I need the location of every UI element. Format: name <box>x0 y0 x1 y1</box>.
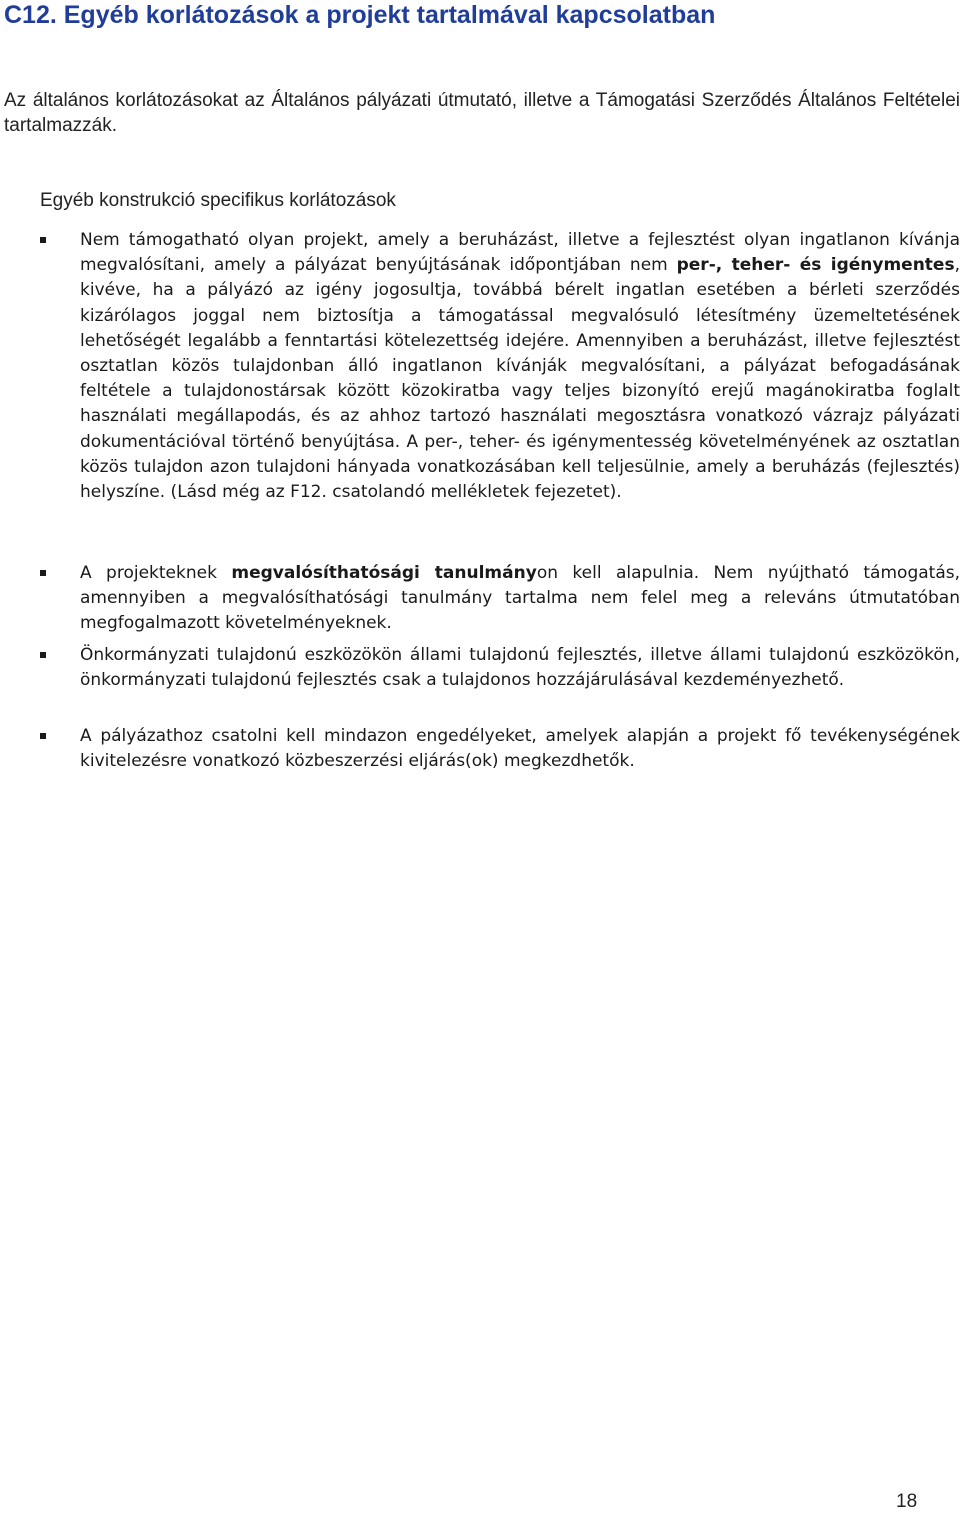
intro-paragraph: Az általános korlátozásokat az Általános pályázati útmutató, illetve a Támogatási Szerződés Általános Feltételei tartalmazzák. <box>4 90 960 136</box>
list-item <box>80 228 960 505</box>
list-item <box>80 561 960 637</box>
item-text-part: Nem támogatható olyan projekt, amely a beruházást, illetve a fejlesztést olyan ingatlanon kívánja megvalósítani, amely a pályázat benyújtásának időpontjában nem <box>80 230 960 276</box>
item-bold-text: megvalósíthatósági tanulmány <box>231 563 537 583</box>
bullet-marker <box>40 570 46 576</box>
bullet-marker <box>40 237 46 243</box>
item-text-part: , kivéve, ha a pályázó az igény jogosultja, továbbá bérelt ingatlan esetében a bérleti szerződés kizárólagos joggal nem biztosítja a támogatással megvalósuló létesítmény üzemeltetésének lehetőségét legalább a fenntartási kötelezettség idejére. Amennyiben a beruházást, illetve fejlesztést osztatlan közös tulajdonban álló ingatlanon kívánják megvalósítani, a pályázat befogadásának feltétele a tulajdonostársak között közokiratba vagy teljes bizonyító erejű magánokiratba foglalt használati megállapodás, és az ahhoz tartozó használati megosztásra vonatkozó vázrajz pályázati dokumentációval történő benyújtása. A per-, teher- és igénymentesség követelményének az osztatlan közös tulajdon azon tulajdoni hányada vonatkozásában kell teljesülnie, amely a beruházás (fejlesztés) helyszíne. (Lásd még az F12. csatolandó mellékletek fejezetet). <box>80 255 960 503</box>
item-text-part: on kell alapulnia. Nem nyújtható támogatás, amennyiben a megvalósíthatósági tanulmány tartalma nem felel meg a releváns útmutatóban megfogalmazott követelményeknek. <box>80 563 960 634</box>
subheading: Egyéb konstrukció specifikus korlátozások <box>40 190 396 211</box>
item-text-part: A projekteknek <box>80 563 232 583</box>
page-number: 18 <box>896 1491 918 1512</box>
item-bold-text: per-, teher- és igénymentes <box>676 255 955 276</box>
list-item: Önkormányzati tulajdonú eszközökön állami tulajdonú fejlesztés, illetve állami tulajdonú eszközökön, önkormányzati tulajdonú fejlesztés csak a tulajdonos hozzájárulásával kezdeményezhető. <box>80 645 960 691</box>
list-item: A pályázathoz csatolni kell mindazon engedélyeket, amelyek alapján a projekt fő tevékenységének kivitelezésre vonatkozó közbeszerzési eljárás(ok) megkezdhetők. <box>80 726 960 772</box>
bullet-marker <box>40 733 46 739</box>
bullet-marker <box>40 652 46 658</box>
section-heading: C12. Egyéb korlátozások a projekt tartalmával kapcsolatban <box>4 1 716 29</box>
